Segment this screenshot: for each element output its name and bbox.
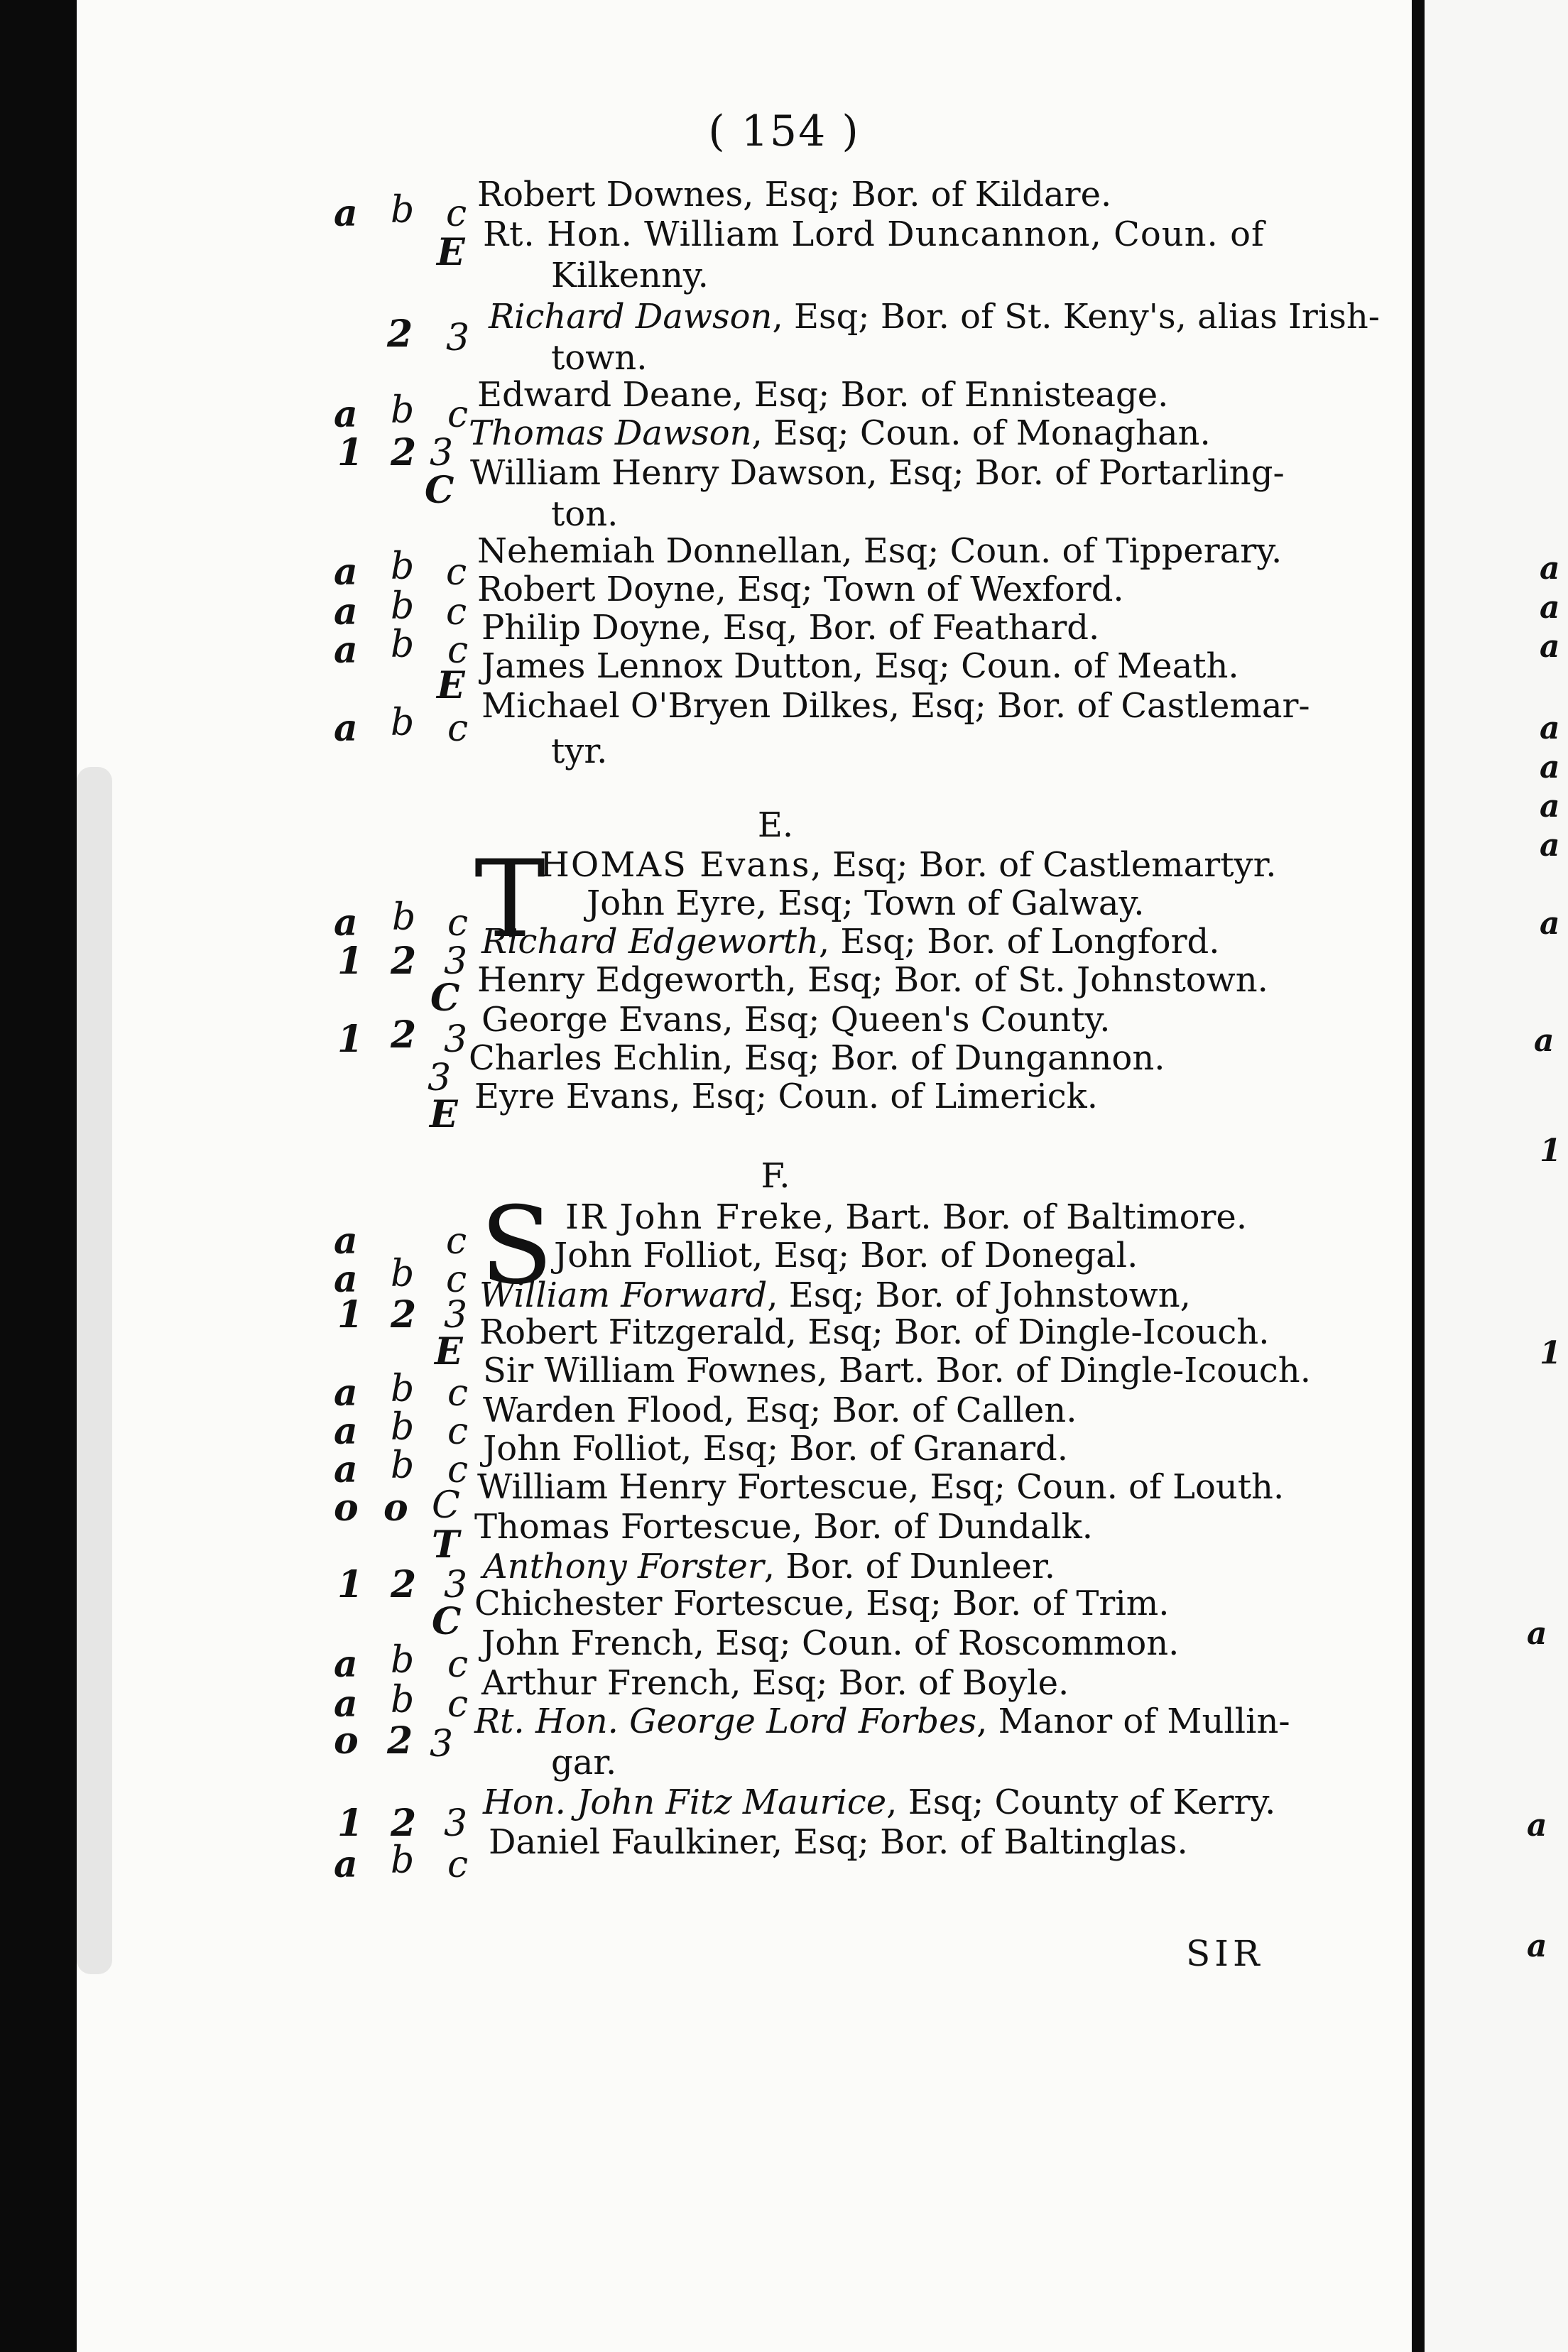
entry-continuation: Kilkenny. (551, 256, 709, 295)
edge-marker: a (1540, 905, 1560, 942)
marker-col2: b (391, 389, 415, 432)
entry-line: Rt. Hon. William Lord Duncannon, Coun. of (483, 214, 1265, 254)
entry-line: Robert Fitzgerald, Esq; Bor. of Dingle-Icouch. (479, 1312, 1270, 1352)
marker-col3: 3 (444, 1018, 468, 1061)
marker-col2: b (391, 1368, 415, 1410)
marker-col3: C (430, 976, 460, 1020)
entry-line: Robert Doyne, Esq; Town of Wexford. (477, 570, 1124, 609)
entry-line: Anthony Forster, Bor. of Dunleer. (483, 1547, 1055, 1586)
entry-line: Nehemiah Donnellan, Esq; Coun. of Tipperary. (477, 531, 1283, 571)
edge-marker: a (1540, 589, 1560, 626)
entry-line: Henry Edgeworth, Esq; Bor. of St. Johnstown. (477, 960, 1268, 1000)
marker-col1: a (334, 1410, 358, 1453)
marker-col3: c (447, 1410, 469, 1453)
entry-line: IR John Freke, Bart. Bor. of Baltimore. (565, 1197, 1248, 1237)
entry-line: Robert Downes, Esq; Bor. of Kildare. (477, 175, 1112, 214)
page-stain (77, 767, 112, 1974)
marker-col3: c (446, 551, 467, 594)
marker-col1: a (334, 550, 358, 594)
marker-col3: 3 (444, 1564, 468, 1606)
catchword: SIR (1186, 1933, 1264, 1974)
marker-col1: 1 (337, 940, 364, 983)
entry-line: Eyre Evans, Esq; Coun. of Limerick. (474, 1077, 1098, 1116)
entry-line: George Evans, Esq; Queen's County. (481, 1000, 1111, 1040)
marker-col3: C (432, 1484, 460, 1527)
marker-col1: 1 (337, 1018, 364, 1061)
marker-col3: 3 (444, 1294, 468, 1336)
entry-line: Sir William Fownes, Bart. Bor. of Dingle-Icouch. (483, 1351, 1311, 1390)
marker-col3: c (447, 902, 469, 944)
entry-line: Thomas Dawson, Esq; Coun. of Monaghan. (469, 413, 1211, 453)
marker-col2: 2 (391, 1802, 417, 1845)
entry-line: Philip Doyne, Esq, Bor. of Feathard. (481, 608, 1100, 648)
marker-col3: c (447, 629, 469, 672)
marker-col2: b (391, 189, 415, 232)
marker-col3: c (447, 1643, 469, 1686)
entry-line: Richard Edgeworth, Esq; Bor. of Longford. (481, 922, 1220, 962)
edge-marker: a (1540, 710, 1560, 746)
entry-line: Hon. John Fitz Maurice, Esq; County of Kerry. (483, 1782, 1276, 1822)
marker-col3: E (435, 1330, 463, 1373)
marker-col3: 3 (444, 1802, 468, 1845)
page-number: ( 154 ) (708, 107, 860, 156)
marker-col2: 2 (391, 940, 417, 983)
edge-marker: a (1540, 827, 1560, 864)
entry-line: John Folliot, Esq; Bor. of Donegal. (554, 1236, 1138, 1275)
marker-col1: a (334, 707, 358, 750)
entry-line: Arthur French, Esq; Bor. of Boyle. (481, 1663, 1069, 1703)
entry-line: HOMAS Evans, Esq; Bor. of Castlemartyr. (540, 845, 1277, 885)
marker-col2: 2 (391, 1013, 417, 1057)
marker-col2: b (391, 585, 415, 628)
marker-col2: b (391, 1839, 415, 1882)
drop-cap: S (480, 1185, 553, 1308)
marker-col1: 1 (337, 431, 364, 474)
section-heading: E. (757, 805, 794, 845)
edge-marker: a (1540, 628, 1560, 665)
marker-col3: 3 (446, 317, 470, 359)
marker-col1: a (334, 1843, 358, 1886)
edge-marker: 1 (1540, 1133, 1562, 1169)
marker-col1: o (334, 1719, 359, 1763)
marker-col2: 2 (391, 1563, 417, 1606)
entry-line: Edward Deane, Esq; Bor. of Ennisteage. (477, 375, 1169, 415)
edge-marker: a (1527, 1807, 1547, 1844)
marker-col2: b (391, 624, 415, 666)
marker-col3: c (446, 1258, 467, 1301)
marker-col1: a (334, 901, 358, 944)
edge-marker: 1 (1540, 1335, 1562, 1371)
marker-col3: c (447, 1372, 469, 1415)
marker-col2: b (391, 1444, 415, 1487)
marker-col3: c (447, 1844, 469, 1886)
marker-col2: 2 (387, 1719, 413, 1763)
section-heading: F. (761, 1156, 790, 1196)
marker-col1: 1 (337, 1802, 364, 1845)
edge-marker: a (1540, 749, 1560, 785)
marker-col1: a (334, 1371, 358, 1415)
marker-col3: c (446, 1220, 467, 1263)
entry-line: Charles Echlin, Esq; Bor. of Dungannon. (469, 1038, 1165, 1078)
marker-col3: 3 (428, 1057, 452, 1099)
marker-col2: b (391, 545, 415, 588)
entry-line: William Henry Fortescue, Esq; Coun. of Louth. (477, 1467, 1285, 1507)
entry-line: Chichester Fortescue, Esq; Bor. of Trim. (474, 1584, 1170, 1623)
marker-col1: a (334, 1219, 358, 1263)
marker-col1: a (334, 393, 358, 436)
marker-col3: c (447, 393, 469, 436)
marker-col1: a (334, 590, 358, 633)
entry-line: William Forward, Esq; Bor. of Johnstown, (479, 1275, 1191, 1315)
marker-col1: o (334, 1486, 359, 1530)
marker-col2: 2 (391, 431, 417, 474)
marker-col3: C (432, 1600, 462, 1643)
marker-col2: b (392, 896, 416, 939)
marker-col3: E (437, 664, 465, 707)
marker-col3: T (432, 1523, 459, 1567)
marker-col3: E (430, 1093, 458, 1136)
entry-continuation: tyr. (551, 731, 608, 771)
entry-continuation: gar. (551, 1743, 617, 1782)
edge-marker: a (1540, 788, 1560, 824)
marker-col3: c (446, 591, 467, 633)
entry-line: Richard Dawson, Esq; Bor. of St. Keny's, alias Irish- (489, 297, 1380, 337)
marker-col1: a (334, 192, 358, 235)
marker-col3: C (425, 469, 454, 512)
marker-col3: E (437, 231, 465, 274)
entry-line: Rt. Hon. George Lord Forbes, Manor of Mullin- (474, 1702, 1290, 1741)
edge-marker: a (1540, 550, 1560, 587)
edge-marker: a (1534, 1023, 1555, 1059)
drop-cap: T (474, 838, 546, 962)
marker-col1: 1 (337, 1293, 364, 1336)
entry-line: Daniel Faulkiner, Esq; Bor. of Baltinglas. (489, 1822, 1188, 1862)
marker-col3: 3 (430, 1723, 454, 1765)
entry-line: Warden Flood, Esq; Bor. of Callen. (483, 1390, 1077, 1430)
marker-col1: a (334, 628, 358, 672)
marker-col2: b (391, 1679, 415, 1721)
marker-col2: b (391, 1253, 415, 1295)
edge-marker: a (1527, 1616, 1547, 1652)
entry-line: John Eyre, Esq; Town of Galway. (587, 883, 1145, 923)
entry-continuation: ton. (551, 494, 619, 534)
marker-col3: 3 (444, 940, 468, 983)
marker-col3: c (447, 1683, 469, 1726)
marker-col3: 3 (430, 432, 454, 474)
entry-line: Michael O'Bryen Dilkes, Esq; Bor. of Castlemar- (481, 686, 1310, 726)
entry-line: James Lennox Dutton, Esq; Coun. of Meath. (481, 646, 1239, 686)
marker-col1: a (334, 1258, 358, 1301)
marker-col2: 2 (391, 1293, 417, 1336)
marker-col3: c (446, 192, 467, 235)
marker-col2: b (391, 1639, 415, 1682)
marker-col2: b (391, 1406, 415, 1449)
entry-continuation: town. (551, 338, 648, 378)
marker-col1: a (334, 1643, 358, 1686)
marker-col3: c (447, 1449, 469, 1491)
entry-line: John French, Esq; Coun. of Roscommon. (481, 1623, 1180, 1663)
entry-line: Thomas Fortescue, Bor. of Dundalk. (474, 1507, 1094, 1547)
entry-line: John Folliot, Esq; Bor. of Granard. (483, 1429, 1069, 1469)
edge-marker: a (1527, 1928, 1547, 1964)
marker-col2: 2 (387, 312, 413, 356)
marker-col1: a (334, 1448, 358, 1491)
entry-line: William Henry Dawson, Esq; Bor. of Portarling- (470, 453, 1285, 493)
marker-col3: c (447, 707, 469, 750)
marker-col2: b (391, 702, 415, 744)
marker-col1: 1 (337, 1563, 364, 1606)
marker-col2: o (383, 1486, 408, 1530)
marker-col1: a (334, 1682, 358, 1726)
